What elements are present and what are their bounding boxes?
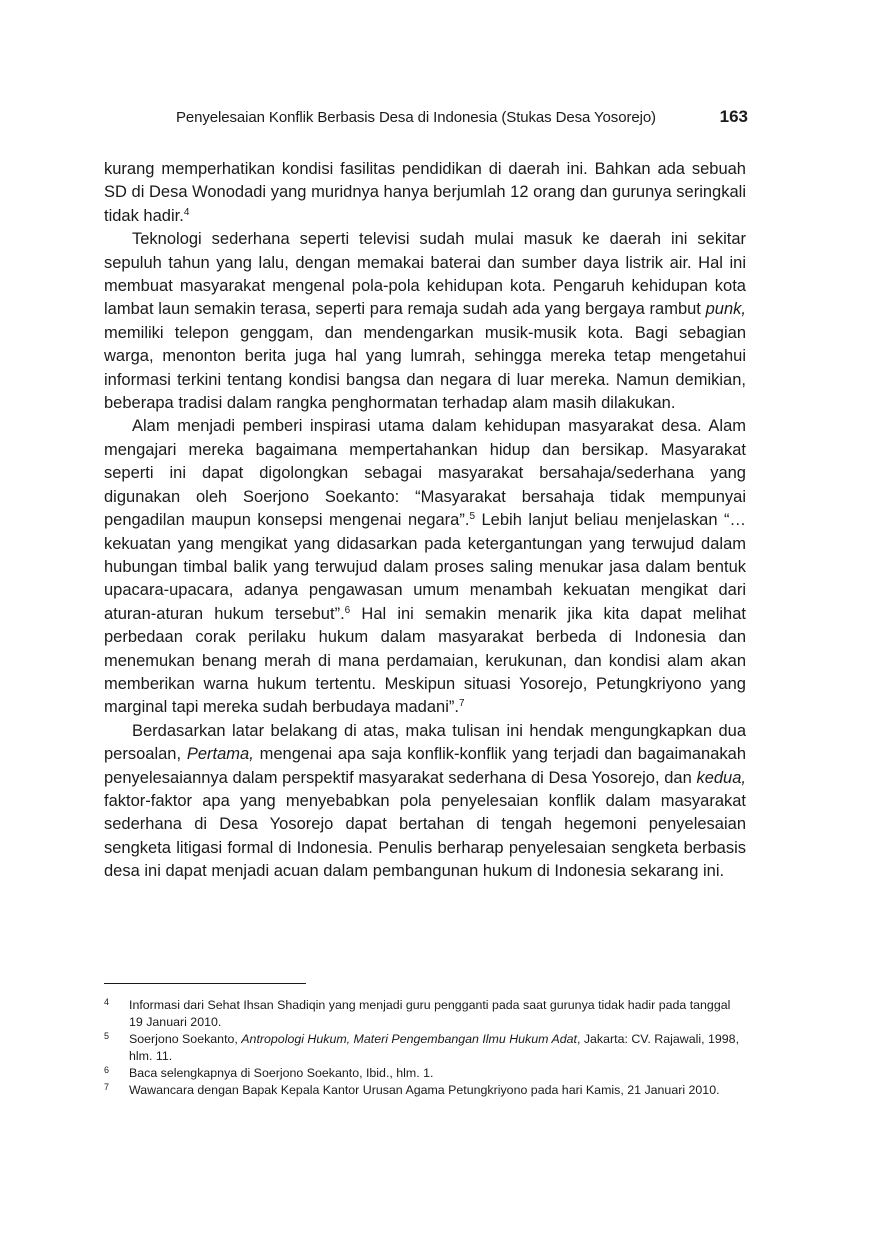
footnote-ref-7: 7 (458, 698, 465, 710)
footnote-number: 5 (104, 1031, 110, 1041)
running-head (176, 107, 748, 131)
paragraph-3-text-b: Lebih lanjut beliau menjelaskan “…kekuatan yang mengikat yang didasarkan pada ketergantungan yang terwujud dalam hubungan timbal balik yang terwujud dalam proses saling menukar jasa dalam bentuk upacara-upacara, adanya pengawasan umum menambah kekuatan mengikat dari aturan-aturan hukum tersebut”. (104, 511, 746, 623)
paragraph-3 (104, 415, 746, 719)
footnote-5 (104, 1031, 746, 1065)
paragraph-2-text-a: Teknologi sederhana seperti televisi sudah mulai masuk ke daerah ini sekitar sepuluh tahun yang lalu, dengan memakai baterai dan sumber daya listrik air. Hal ini membuat masyarakat mengenal pola-pola kehidupan kota. Pengaruh kehidupan kota lambat laun semakin terasa, seperti para remaja sudah ada yang bergaya rambut (104, 230, 746, 319)
footnote-text: Informasi dari Sehat Ihsan Shadiqin yang menjadi guru pengganti pada saat gurunya tidak hadir pada tanggal 19 Januari 2010. (129, 998, 731, 1029)
paragraph-4-text-c: faktor-faktor apa yang menyebabkan pola penyelesaian konflik dalam masyarakat sederhana di Desa Yosorejo dapat bertahan di tengah hegemoni penyelesaian sengketa litigasi formal di Indonesia. Penulis berharap penyelesaian sengketa berbasis desa ini dapat menjadi acuan dalam pembangunan hukum di Indonesia sekarang ini. (104, 791, 746, 881)
paragraph-4-text-b: mengenai apa saja konflik-konflik yang terjadi dan bagaimanakah penyelesaiannya dalam perspektif masyarakat sederhana di Desa Yosorejo, dan (104, 745, 746, 787)
paragraph-4-emphasis-pertama: Pertama, (186, 745, 254, 764)
footnotes (104, 997, 746, 1099)
paragraph-3-text-c: Hal ini semakin menarik jika kita dapat melihat perbedaan corak perilaku hukum dalam masyarakat berbeda di Indonesia dan menemukan benang merah di mana perdamaian, kerukunan, dan kondisi alam akan memberikan warna hukum tertentu. Meskipun situasi Yosorejo, Petungkriyono yang marginal tapi mereka sudah berbudaya madani”. (104, 604, 746, 717)
body-text (104, 158, 746, 884)
footnote-text: Wawancara dengan Bapak Kepala Kantor Urusan Agama Petungkriyono pada hari Kamis, 21 Januari 2010. (129, 1083, 720, 1097)
footnote-divider (104, 983, 306, 984)
footnote-ref-5: 5 (469, 511, 475, 523)
footnote-ref-6: 6 (344, 604, 351, 616)
footnote-number: 6 (104, 1065, 110, 1075)
paragraph-3-text-a: Alam menjadi pemberi inspirasi utama dalam kehidupan masyarakat desa. Alam mengajari mereka bagaimana mempertahankan hidup dan bersikap. Masyarakat seperti ini dapat digolongkan sebagai masyarakat bersahaja/sederhana yang digunakan oleh Soerjono Soekanto: “Masyarakat bersahaja tidak mempunyai pengadilan maupun konsepsi mengenai negara”. (104, 417, 746, 530)
footnote-text-b: , Jakarta: CV. Rajawali, 1998, hlm. 11. (129, 1032, 740, 1063)
footnote-ref-4: 4 (183, 206, 190, 218)
paragraph-1-text: kurang memperhatikan kondisi fasilitas pendidikan di daerah ini. Bahkan ada sebuah SD di Desa Wonodadi yang muridnya hanya berjumlah 12 orang dan gurunya seringkali tidak hadir. (104, 160, 746, 225)
paragraph-4-emphasis-kedua: kedua, (696, 768, 746, 787)
paragraph-2 (104, 228, 746, 415)
running-title: Penyelesaian Konflik Berbasis Desa di Indonesia (Stukas Desa Yosorejo) (176, 109, 656, 126)
paragraph-4 (104, 720, 746, 884)
footnote-number: 4 (104, 997, 110, 1007)
footnote-text: Baca selengkapnya di Soerjono Soekanto, Ibid., hlm. 1. (129, 1066, 434, 1080)
paragraph-2-text-b: memiliki telepon genggam, dan mendengarkan musik-musik kota. Bagi sebagian warga, menonton berita juga hal yang lumrah, sehingga mereka tetap mengetahui informasi terkini tentang kondisi bangsa dan negara di luar mereka. Namun demikian, beberapa tradisi dalam rangka penghormatan terhadap alam masih dilakukan. (104, 323, 746, 413)
footnote-7 (104, 1082, 746, 1099)
footnote-book-title: Antropologi Hukum, Materi Pengembangan Ilmu Hukum Adat (241, 1032, 577, 1046)
footnote-number: 7 (104, 1082, 110, 1092)
footnote-text-a: Soerjono Soekanto, (129, 1032, 242, 1046)
paragraph-2-emphasis: punk, (705, 300, 746, 319)
footnote-4 (104, 997, 746, 1031)
footnote-6 (104, 1065, 746, 1082)
page-number: 163 (719, 107, 748, 126)
paragraph-4-text-a: Berdasarkan latar belakang di atas, maka tulisan ini hendak mengungkapkan dua persoalan, (104, 721, 746, 764)
paragraph-1 (104, 158, 746, 228)
